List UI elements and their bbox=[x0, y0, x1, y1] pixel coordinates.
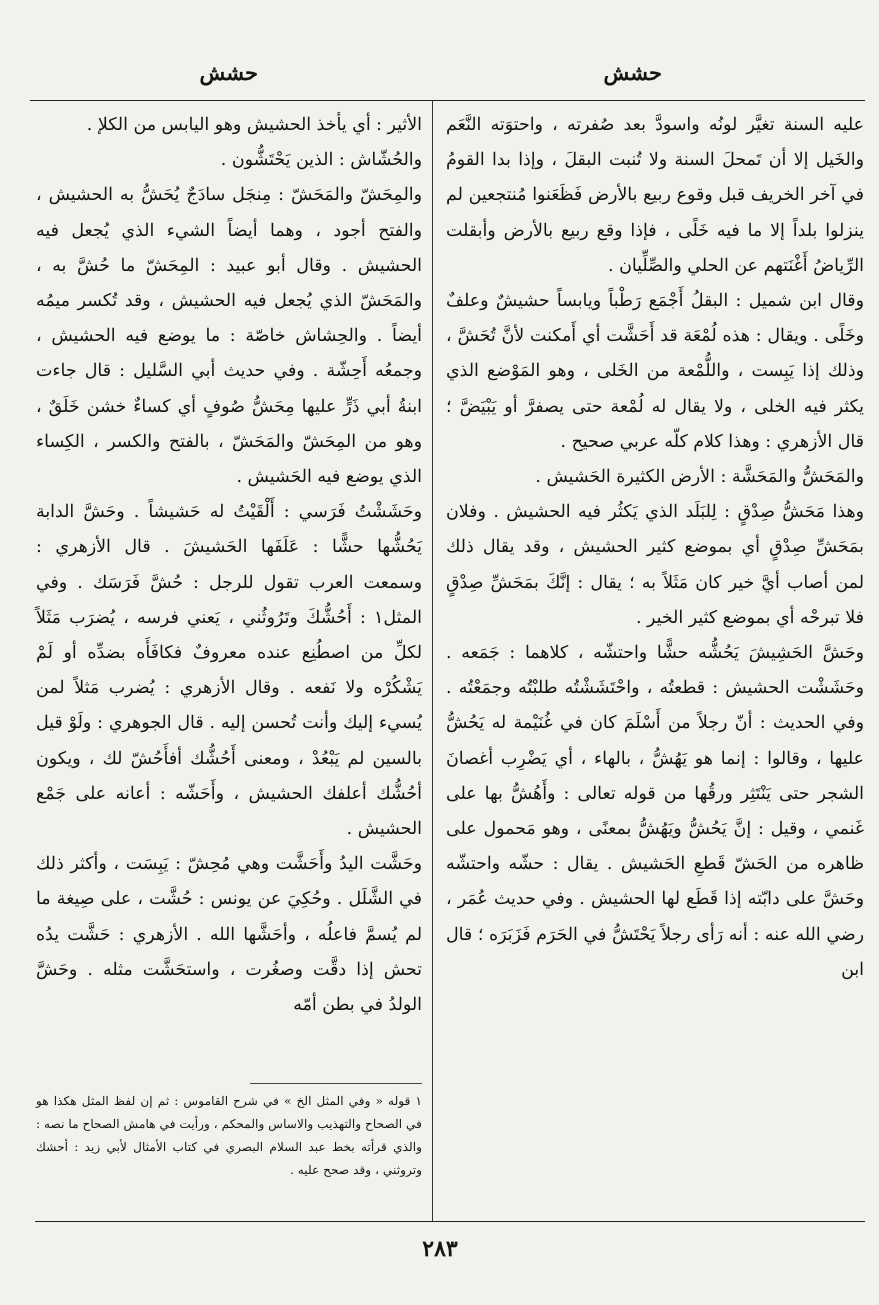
running-header-left: حشش bbox=[199, 60, 258, 85]
header-rule bbox=[30, 100, 865, 101]
page-number: ٢٨٣ bbox=[422, 1236, 458, 1262]
left-paragraph: وحَشَشْتُ فَرَسي : أَلْقَيْتُ له حَشيشاً . وحَشَّ الدابة يَحُشُّها حشًّا : عَلَفَها الحَشيشَ . قال الأزهري : وسمعت العرب تقول للرجل : حُشَّ فَرَسَك . وفي المثل١ : أَحُشُّكَ وتَرُوثُني ، يَعني فرسه ، يُضرَب مَثَلاً لكلِّ من اصطُنِع عنده معروفٌ فكافَأَه بضدِّه أو لَمْ يَشْكُرْه ولا نَفعه . وقال الأزهري : يُضرب مَثلاً لمن يُسيء إليك وأنت تُحسن إليه . قال الجوهري : ولَوْ قيل بالسين لم يَبْعُدْ ، ومعنى أَحُشُّك أفأَحُشّ لك ، ويكون أحُشُّك أعلفك الحشيش ، وأَحَشّه : أعانه على جَمْع الحشيش . bbox=[36, 502, 422, 840]
column-divider bbox=[432, 100, 433, 1222]
right-paragraph: وقال ابن شميل : البقلُ أَجْمَع رَطْباً ويابساً حشيشٌ وعلفٌ وخَلًى . ويقال : هذه لُمْعَة قد أَحَشَّت أي أَمكنت لأنَّ تُحَشَّ ، وذلك إذا يَبِست ، واللُّمْعة من الخَلى ، وهو المَوْضع الذي يكثر فيه الخلى ، ولا يقال له لُمْعة حتى يصفرَّ أو يَبْيَضَّ ؛ قال الأزهري : وهذا كلام كلّه عربي صحيح . bbox=[446, 291, 864, 452]
right-paragraph: والمَحَشُّ والمَحَشَّة : الأرض الكثيرة الحَشيش . bbox=[535, 467, 864, 488]
left-paragraph: والحُشّاش : الذين يَحْتَشُّون . bbox=[220, 150, 422, 171]
left-paragraph: وحَشَّت اليدُ وأَحَشَّت وهي مُحِشّ : يَبِسَت ، وأكثر ذلك في الشَّلَل . وحُكِيَ عن يونس : حُشَّت ، على صِيغة ما لم يُسمَّ فاعلُه ، وأحَشَّها الله . الأزهري : حَشَّت يدُه تحش إذا دقَّت وصغُرت ، واستحَشَّت مثله . وحَشَّ الولدُ في بطن أمّه bbox=[36, 854, 422, 1016]
footnote-text: ١ قوله « وفي المثل الخ » في شرح القاموس : ثم إن لفظ المثل هكذا هو في الصحاح والتهذيب والاساس والمحكم ، ورأيت في هامش الصحاح ما نصه : والذي قرأته بخط عبد السلام البصري في كتاب الأمثال لأبي زيد : أحشك وتروثني ، وقد صحح عليه . bbox=[36, 1094, 422, 1177]
right-column bbox=[446, 108, 864, 988]
footer-rule bbox=[35, 1221, 865, 1222]
running-header-right: حشش bbox=[603, 60, 662, 85]
left-column bbox=[36, 108, 422, 1023]
left-paragraph: والمِحَشّ والمَحَشّ : مِنجَل سادَجٌ يُحَشُّ به الحشيش ، والفتح أجود ، وهما أيضاً الشيء الذي يُجعل فيه الحشيش . وقال أبو عبيد : المِحَشّ ما حُشَّ به ، والمَحَشّ الذي يُجعل فيه الحشيش ، وقد تُكسر ميمُه أيضاً . والحِشاش خاصّة : ما يوضع فيه الحشيش ، وجمعُه أَحِشّة . وفي حديث أبي السَّليل : قال جاءت ابنةُ أبي ذَرٍّ عليها مِحَشُّ صُوفٍ أي كساءٌ خشن خَلَقٌ ، وهو من المِحَشّ والمَحَشّ ، بالفتح والكسر ، الكِساء الذي يوضع فيه الحَشيش . bbox=[36, 185, 422, 488]
right-paragraph: وهذا مَحَشُّ صِدْقٍ : لِلبَلَد الذي يَكثُر فيه الحشيش . وفلان بمَحَشِّ صِدْقٍ أي بموضع كثير الحشيش ، وقد يقال ذلك لمن أصاب أيَّ خير كان مَثَلاً به ؛ يقال : إنَّكَ بمَحَشِّ صِدْقٍ فلا تبرحْه أي بموضع كثير الخير . bbox=[446, 502, 864, 628]
right-paragraph: عليه السنة تغيَّر لونُه واسودَّ بعد صُفرته ، واحتوَته النَّعَم والخَيل إلا أن تَمحلَ السنة ولا تُنبت البقلَ ، وإذا بدا القومُ في آخر الخريف قبل وقوع ربيع بالأرض فَظَعَنوا مُنتجعين لم ينزلوا بلداً إلا ما فيه خَلًى ، فإذا وقع ربيع بالأرض وأبقلت الرِّياضُ أَغْنَتهم عن الحلي والصِّلِّيان . bbox=[446, 115, 864, 276]
footnote bbox=[36, 1090, 422, 1182]
right-paragraph: وحَشَّ الحَشِيشَ يَحُشُّه حشًّا واحتشّه ، كلاهما : جَمَعه . وحَشَشْت الحشيش : قطعتُه ، واحْتَشَشْتُه طلبْتُه وجمَعْتُه . وفي الحديث : أنّ رجلاً من أَسْلَمَ كان في غُنَيْمة له يَحُشُّ عليها ، وقالوا : إنما هو يَهُشُّ ، بالهاء ، أي يَضْرِب أغصانَ الشجر حتى يَنْتَثِر ورقُها من قوله تعالى : وأَهُشُّ بها على غَنمي ، وقيل : إنَّ يَحُشُّ ويَهُشُّ بمعنًى ، وهو مَحمول على ظاهره من الحَشّ قَطعِ الحَشيش . يقال : حشّه واحتشّه وحَشَّ على دابّته إذا قَطَع لها الحشيش . وفي حديث عُمَر ، رضي الله عنه : أنه رَأى رجلاً يَحْتَشُّ في الحَرَم فَزَبَرَه ؛ قال ابن bbox=[446, 643, 864, 980]
footnote-rule bbox=[250, 1083, 422, 1084]
left-paragraph: الأثير : أي يأخذ الحشيش وهو اليابس من الكلإ . bbox=[86, 115, 422, 135]
